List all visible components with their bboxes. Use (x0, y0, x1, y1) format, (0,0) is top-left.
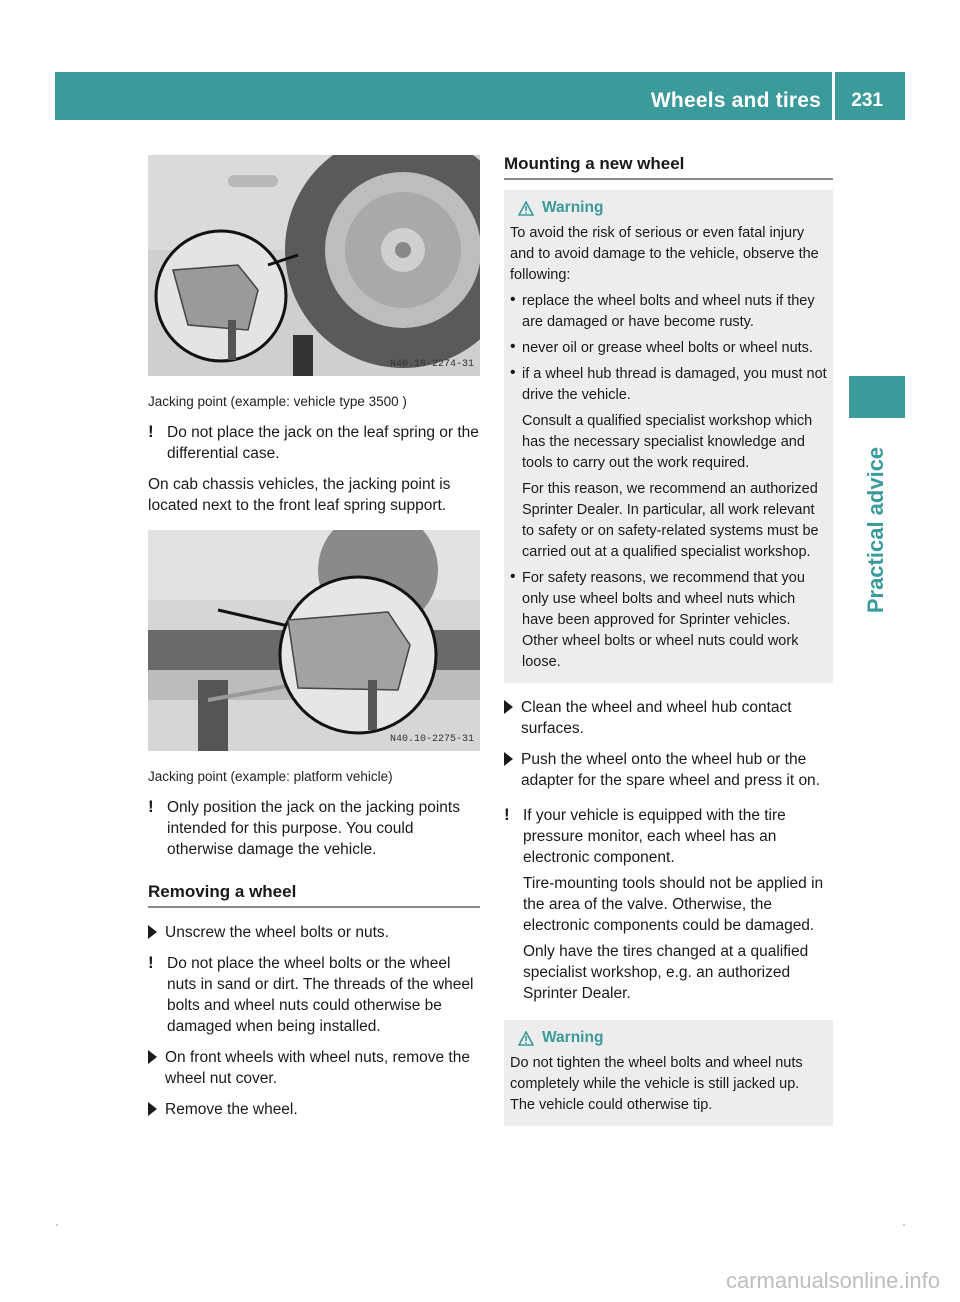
note-subtext: Tire-mounting tools should not be applied in the area of the valve. Otherwise, the electronic components could be damaged. (523, 875, 824, 934)
warning-box (504, 190, 833, 683)
section-heading: Mounting a new wheel (504, 154, 833, 180)
warning-triangle-icon (518, 1031, 534, 1046)
figure-reference: N40.10-2274-31 (389, 359, 474, 370)
section-heading: Removing a wheel (148, 882, 480, 908)
footer-mark (903, 1224, 905, 1226)
warning-text: Do not tighten the wheel bolts and wheel nuts completely while the vehicle is still jacked up. The vehicle could otherwise tip. (510, 1055, 803, 1113)
note-text: Do not place the jack on the leaf spring or the differential case. (167, 424, 479, 462)
warning-bullet (510, 338, 827, 359)
right-column (504, 150, 833, 1126)
bullet-text: if a wheel hub thread is damaged, you must not drive the vehicle. (522, 366, 827, 403)
step-arrow-icon (504, 700, 513, 714)
bullet-text: never oil or grease wheel bolts or wheel nuts. (522, 340, 813, 356)
warning-bullet (510, 291, 827, 333)
note-caution (148, 953, 480, 1037)
warning-label: Warning (542, 199, 604, 216)
watermark: carmanualsonline.info (725, 1268, 940, 1293)
bullet-icon: • (510, 364, 516, 381)
jacking-point-photo-platform (148, 530, 480, 751)
step-arrow-icon (148, 1102, 157, 1116)
warning-bullet (510, 364, 827, 563)
step-arrow-icon (148, 1050, 157, 1064)
bullet-icon: • (510, 338, 516, 355)
warning-triangle-icon (518, 201, 534, 216)
bullet-text: replace the wheel bolts and wheel nuts if they are damaged or have become rusty. (522, 293, 815, 330)
jacking-point-photo-van (148, 155, 480, 376)
step-arrow-icon (148, 925, 157, 939)
exclamation-icon: ! (148, 422, 154, 441)
header-divider (832, 72, 835, 120)
bullet-text: For safety reasons, we recommend that you only use wheel bolts and wheel nuts which have been approved for Sprinter vehicles. Other wheel bolts or wheel nuts could work loose. (522, 570, 805, 670)
bullet-icon: • (510, 291, 516, 308)
step-arrow-icon (504, 752, 513, 766)
bullet-subtext: Consult a qualified specialist workshop which has the necessary specialist knowledge and tools to carry out the work required. (522, 413, 813, 471)
bullet-subtext: For this reason, we recommend an authorized Sprinter Dealer. In particular, all work relevant to safety or on safety-related systems must be carried out at a qualified specialist workshop. (522, 481, 819, 560)
left-column (148, 155, 480, 1120)
note-text: Only position the jack on the jacking points intended for this purpose. You could otherwise damage the vehicle. (167, 799, 460, 858)
warning-intro: To avoid the risk of serious or even fatal injury and to avoid damage to the vehicle, observe the following: (510, 225, 819, 283)
bullet-icon: • (510, 568, 516, 585)
warning-bullet (510, 568, 827, 673)
step-text: Remove the wheel. (165, 1101, 298, 1118)
warning-header (518, 1029, 827, 1047)
note-text: Do not place the wheel bolts or the wheel nuts in sand or dirt. The threads of the wheel bolts and wheel nuts could otherwise be damaged when being installed. (167, 955, 474, 1035)
exclamation-icon: ! (148, 953, 154, 972)
note-caution (148, 422, 480, 464)
step-item (148, 922, 480, 943)
step-text: Push the wheel onto the wheel hub or the adapter for the spare wheel and press it on. (521, 751, 820, 789)
step-text: On front wheels with wheel nuts, remove the wheel nut cover. (165, 1049, 470, 1087)
page-number: 231 (851, 90, 883, 111)
side-tab-marker (849, 376, 905, 418)
note-subtext: Only have the tires changed at a qualified specialist workshop, e.g. an authorized Sprinter Dealer. (523, 943, 809, 1002)
side-tab-label: Practical advice (863, 446, 888, 614)
footer-mark (56, 1224, 58, 1226)
page-header (55, 72, 905, 120)
step-item (148, 1099, 480, 1120)
step-item (148, 1047, 480, 1089)
note-text: If your vehicle is equipped with the tire pressure monitor, each wheel has an electronic component. (523, 807, 786, 866)
header-title: Wheels and tires (650, 89, 821, 112)
figure-reference: N40.10-2275-31 (389, 734, 474, 745)
step-item (504, 697, 833, 739)
step-text: Unscrew the wheel bolts or nuts. (165, 924, 389, 941)
side-tab (848, 425, 904, 635)
warning-box (504, 1020, 833, 1126)
warning-label: Warning (542, 1029, 604, 1046)
step-text: Clean the wheel and wheel hub contact surfaces. (521, 699, 792, 737)
step-item (504, 749, 833, 791)
exclamation-icon: ! (504, 805, 510, 824)
note-caution (148, 797, 480, 860)
figure-caption: Jacking point (example: vehicle type 3500 ) (148, 394, 407, 409)
figure-caption: Jacking point (example: platform vehicle) (148, 769, 393, 784)
warning-header (518, 199, 827, 217)
body-paragraph: On cab chassis vehicles, the jacking point is located next to the front leaf spring support. (148, 476, 451, 514)
note-caution (504, 805, 833, 1004)
exclamation-icon: ! (148, 797, 154, 816)
